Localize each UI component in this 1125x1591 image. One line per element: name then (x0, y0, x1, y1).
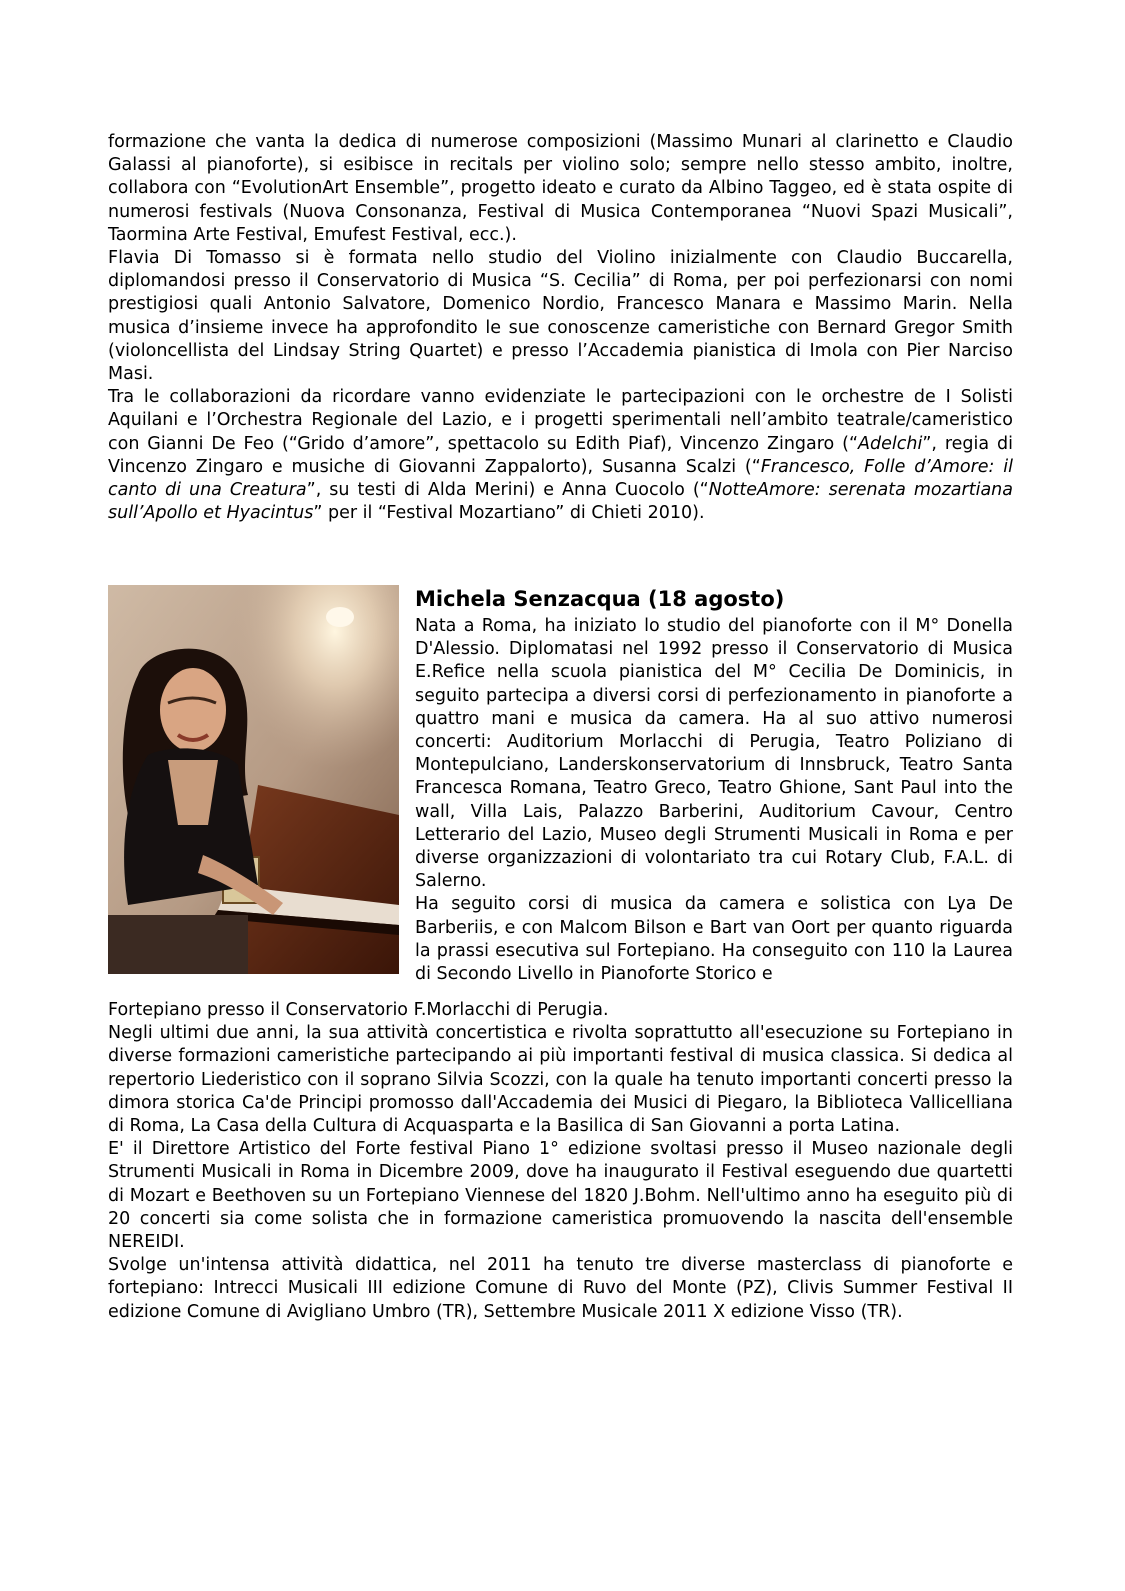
paragraph-concert-activity: Negli ultimi due anni, la sua attività concertistica e rivolta soprattutto all'esecuzione su Fortepiano in diverse formazioni cameristiche partecipando ai più importanti festival di musica classica. Si dedica al repertorio Liederistico con il soprano Silvia Scozzi, con la quale ha tenuto importanti concerti presso la dimora storica Ca'de Principi promosso dall'Accademia dei Musici di Piegaro, la Biblioteca Vallicelliana di Roma, La Casa della Cultura di Acquasparta e la Basilica di San Giovanni a porta Latina. (108, 1023, 1013, 1137)
paragraph-teaching: Svolge un'intensa attività didattica, nel 2011 ha tenuto tre diverse masterclass di pianoforte e fortepiano: Intrecci Musicali III edizione Comune di Ruvo del Monte (PZ), Clivis Summer Festival II edizione Comune di Avigliano Umbro (TR), Settembre Musicale 2011 X edizione Visso (TR). (108, 1255, 1013, 1322)
paragraph-artistic-director: E' il Direttore Artistico del Forte festival Piano 1° edizione svoltasi presso il Museo nazionale degli Strumenti Musicali in Roma in Dicembre 2009, dove ha inaugurato il Festival eseguendo due quartetti di Mozart e Beethoven su un Fortepiano Viennese del 1820 J.Bohm. Nell'ultimo anno ha eseguito più di 20 concerti sia come solista che in formazione cameristica promuovendo la nascita dell'ensemble NEREIDI. (108, 1139, 1013, 1253)
paragraph-flavia-di-tomasso: Flavia Di Tomasso si è formata nello studio del Violino inizialmente con Claudio Buccarella, diplomandosi presso il Conservatorio di Musica “S. Cecilia” di Roma, per poi perfezionarsi con nomi prestigiosi quali Antonio Salvatore, Domenico Nordio, Francesco Manara e Massimo Marin. Nella musica d’insieme invece ha approfondito le sue conoscenze cameristiche con Bernard Gregor Smith (violoncellista del Lindsay String Quartet) e presso l’Accademia pianistica di Imola con Pier Narciso Masi. (108, 248, 1013, 385)
text-run: ” per il “Festival Mozartiano” di Chieti 2010). (313, 503, 705, 524)
text-run: ”, su testi di Alda Merini) e Anna Cuocolo (“ (306, 480, 709, 501)
italic-title-notteamore: NotteAmore: serenata mozartiana sull’Apollo et Hyacintus (108, 480, 1013, 524)
italic-title-francesco: Francesco, Folle d’Amore: il canto di una Creatura (108, 456, 1014, 501)
portrait-photo (108, 585, 399, 974)
paragraph-chamber-studies: Ha seguito corsi di musica da camera e solistica con Lya De Barberiis, e con Malcom Bilson e Bart van Oort per quanto riguarda la prassi esecutiva sul Fortepiano. Ha conseguito con 110 la Laurea di Secondo Livello in Pianoforte Storico e (415, 894, 1013, 985)
paragraph-ensemble: formazione che vanta la dedica di numerose composizioni (Massimo Munari al clarinetto e Claudio Galassi al pianoforte), si esibisce in recitals per violino solo; sempre nello stesso ambito, inoltre, collabora con “EvolutionArt Ensemble”, progetto ideato e curato da Albino Taggeo, ed è stata ospite di numerosi festivals (Nuova Consonanza, Festival di Musica Contemporanea “Nuovi Spazi Musicali”, Taormina Arte Festival, Emufest Festival, ecc.). (108, 132, 1013, 245)
italic-title-adelchi: Adelchi (858, 433, 923, 454)
bio-heading: Michela Senzacqua (18 agosto) (415, 587, 785, 611)
text-run: Tra le collaborazioni da ricordare vanno evidenziate le partecipazioni con le orchestre de I Solisti Aquilani e l’Orchestra Regionale del Lazio, e i progetti sperimentali nell’ambito teatrale/cameristico con Gianni De Feo (“Grido d’amore”, spettacolo su Edith Piaf), Vincenzo Zingaro (“ (108, 387, 1013, 454)
bio-right-column (415, 586, 1013, 986)
intro-text-block (108, 131, 1013, 525)
paragraph-collaborations (108, 386, 1013, 525)
paragraph-degree-continuation: Fortepiano presso il Conservatorio F.Morlacchi di Perugia. (108, 1000, 609, 1020)
paragraph-training-concerts: Nata a Roma, ha iniziato lo studio del pianoforte con il M° Donella D'Alessio. Diplomatasi nel 1992 presso il Conservatorio di Musica E.Refice nella scuola pianistica del M° Cecilia De Dominicis, in seguito partecipa a diversi corsi di perfezionamento in pianoforte a quattro mani e musica da camera. Ha al suo attivo numerosi concerti: Auditorium Morlacchi di Perugia, Teatro Poliziano di Montepulciano, Landerskonservatorium di Innsbruck, Teatro Santa Francesca Romana, Teatro Greco, Teatro Ghione, Sant Paul into the wall, Villa Lais, Palazzo Barberini, Auditorium Cavour, Centro Letterario del Lazio, Museo degli Strumenti Musicali in Roma e per diverse organizzazioni di volontariato tra cui Rotary Club, F.A.L. di Salerno. (415, 616, 1013, 892)
bio-full-width-block (108, 999, 1013, 1324)
text-run: ”, regia di Vincenzo Zingaro e musiche di Giovanni Zappalorto), Susanna Scalzi (“ (108, 433, 1013, 477)
